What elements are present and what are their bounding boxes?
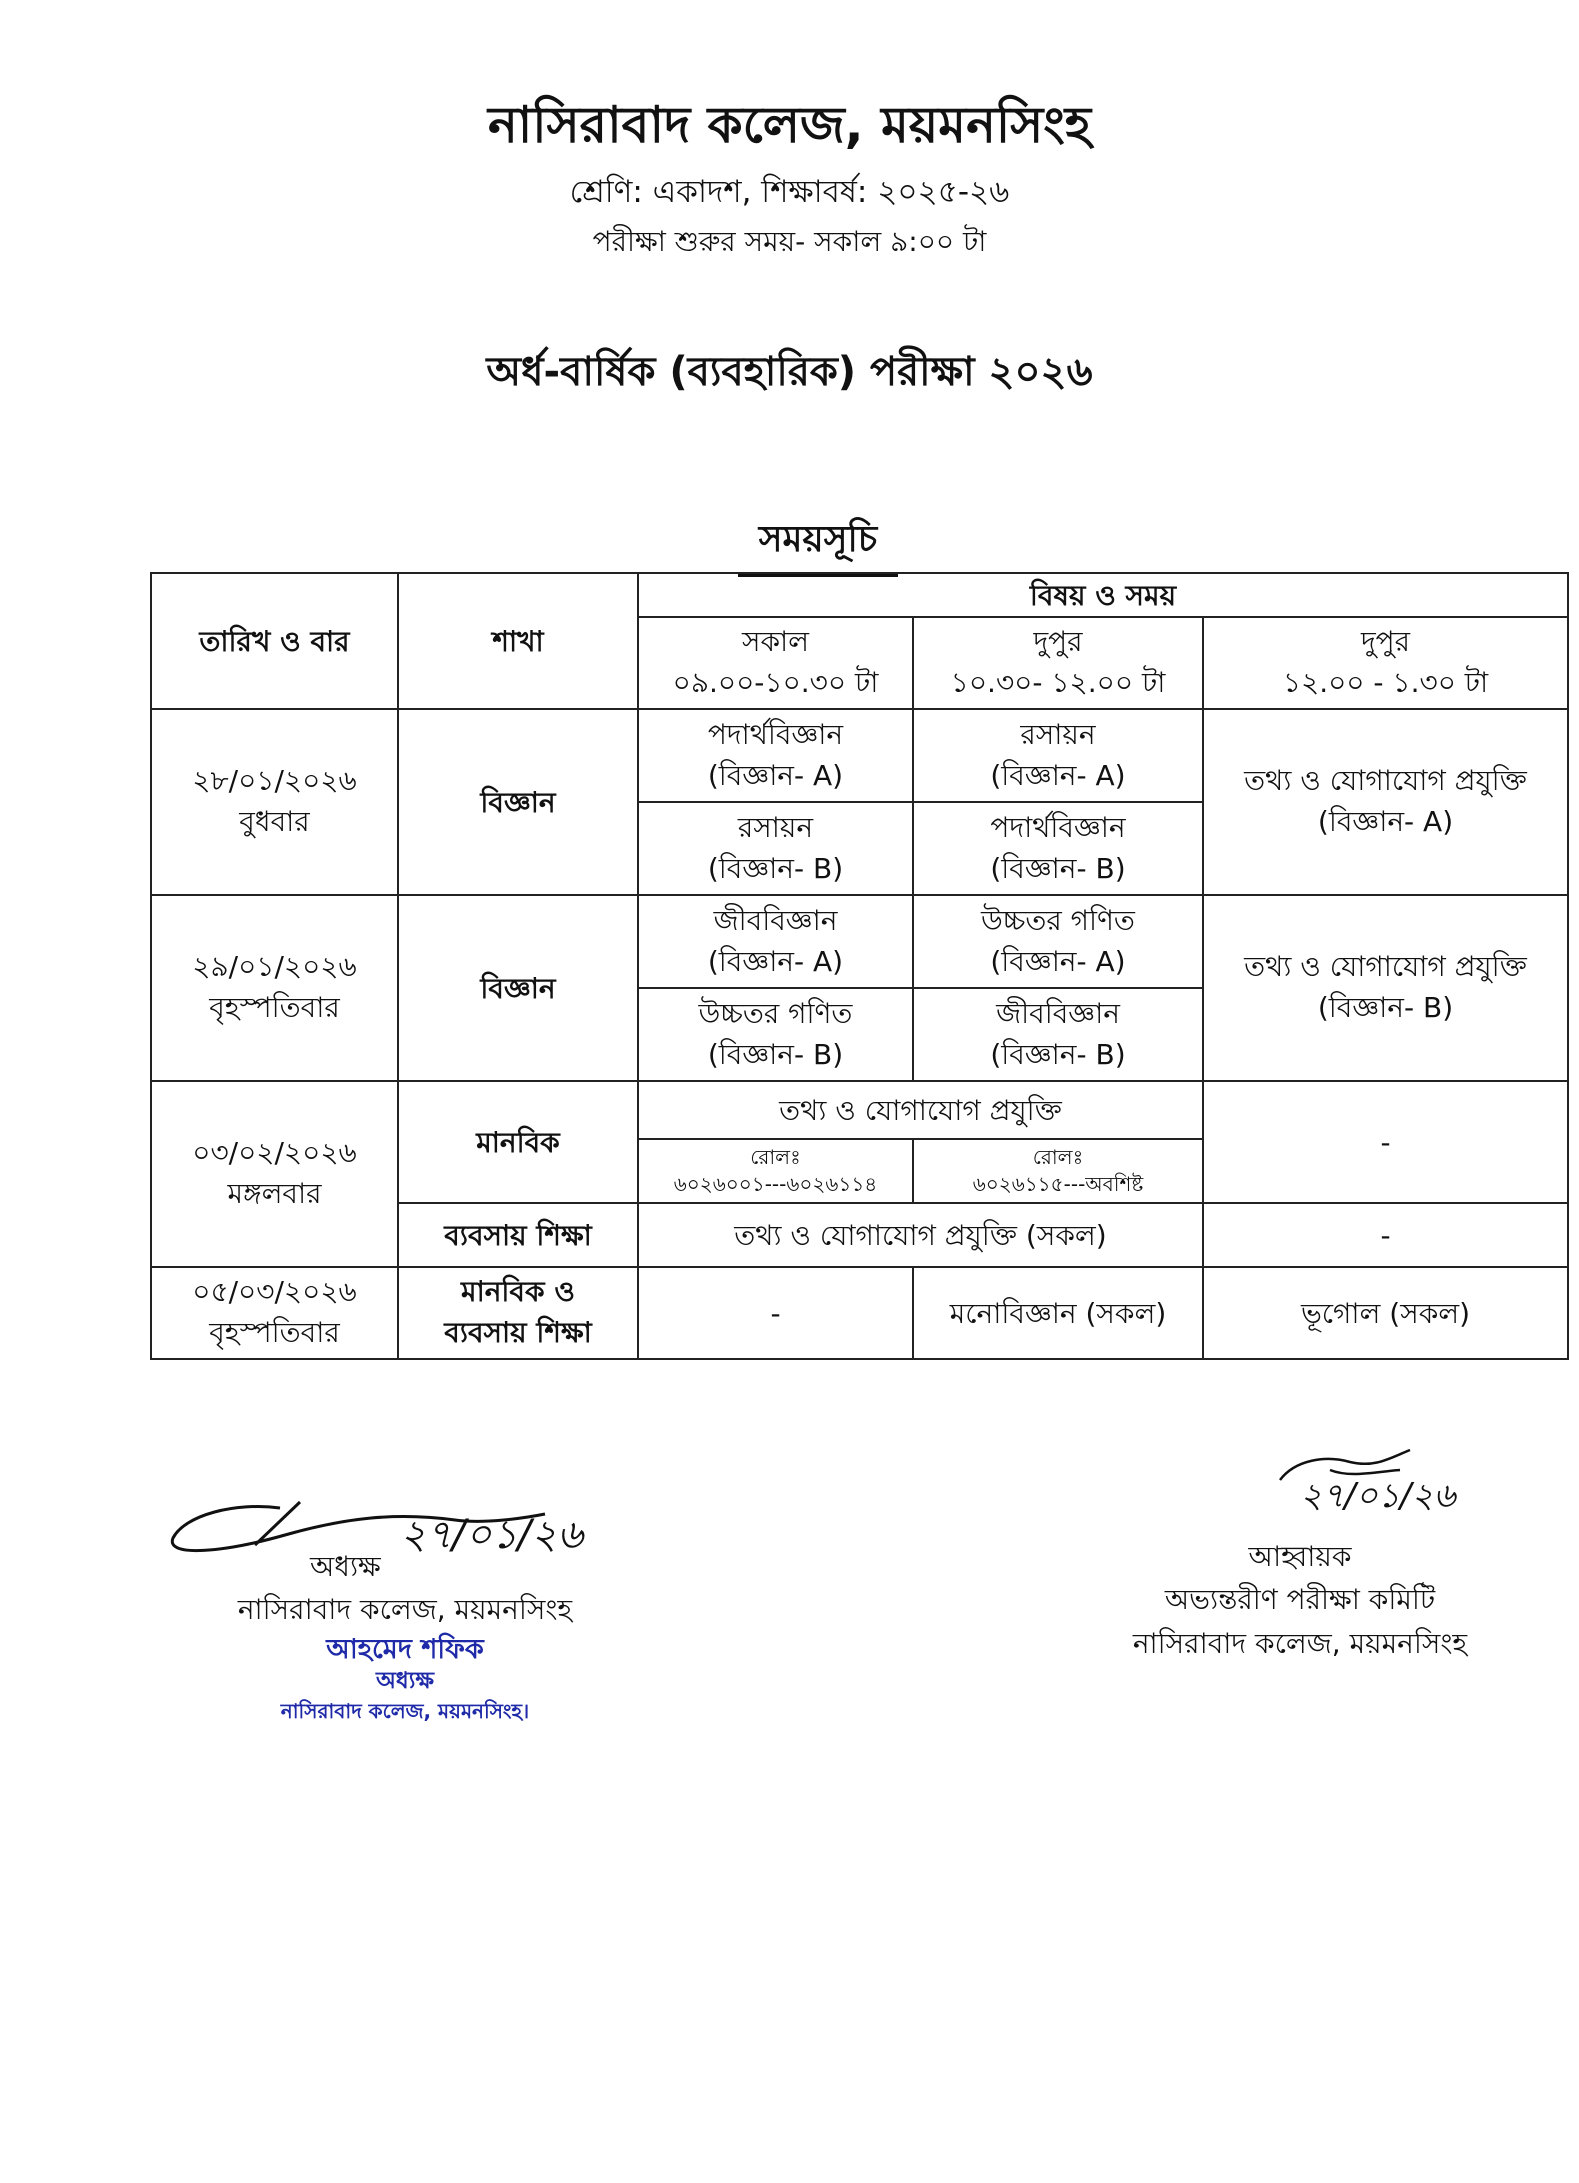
- subject-cell: [638, 802, 913, 895]
- class-session-line: শ্রেণি: একাদশ, শিক্ষাবর্ষ: ২০২৫-২৬: [569, 174, 1010, 210]
- subject-group: (বিজ্ঞান- A): [1317, 805, 1454, 838]
- roll-label: রোলঃ: [750, 1145, 801, 1169]
- branch-line: ব্যবসায় শিক্ষা: [444, 1316, 592, 1349]
- subject-group: (বিজ্ঞান- B): [990, 1037, 1126, 1071]
- convener-signature-block: [1080, 1440, 1520, 1665]
- subject-group: (বিজ্ঞান- A): [990, 758, 1126, 792]
- subject-group: (বিজ্ঞান- B): [1317, 991, 1454, 1024]
- subject-cell: [913, 802, 1203, 895]
- principal-signature-block: [165, 1500, 645, 1725]
- convener-committee: অভ্যন্তরীণ পরীক্ষা কমিটি: [1164, 1583, 1436, 1617]
- slot-1-time: ০৯.০০-১০.৩০ টা: [672, 666, 879, 699]
- subject-group: (বিজ্ঞান- B): [707, 1037, 844, 1071]
- subject-cell: [638, 988, 913, 1081]
- roll-range-cell: [913, 1139, 1203, 1203]
- exam-title: অর্ধ-বার্ষিক (ব্যবহারিক) পরীক্ষা ২০২৬: [486, 349, 1093, 395]
- stamp-college: নাসিরাবাদ কলেজ, ময়মনসিংহ।: [280, 1698, 530, 1723]
- principal-signed-date: ২৭/০১/২৬: [400, 1512, 583, 1558]
- convener-college: নাসিরাবাদ কলেজ, ময়মনসিংহ: [1132, 1626, 1468, 1660]
- subject-name: তথ্য ও যোগাযোগ প্রযুক্তি: [1244, 950, 1527, 984]
- subject-group: (বিজ্ঞান- A): [990, 944, 1126, 978]
- exam-schedule-table: [150, 572, 1569, 1360]
- subject-name: জীববিজ্ঞান: [996, 996, 1120, 1030]
- subject-name: পদার্থবিজ্ঞান: [990, 810, 1126, 844]
- slot-2-header: [913, 617, 1203, 709]
- date-cell: [151, 709, 398, 895]
- date-cell: [151, 895, 398, 1081]
- subject-name: উচ্চতর গণিত: [698, 996, 853, 1030]
- subject-cell: [913, 895, 1203, 988]
- date-cell: [151, 1081, 398, 1267]
- table-row: [151, 1267, 1568, 1359]
- subject-cell: মনোবিজ্ঞান (সকল): [913, 1267, 1203, 1359]
- exam-start-time: পরীক্ষা শুরুর সময়- সকাল ৯:০০ টা: [592, 225, 987, 258]
- branch-line: মানবিক ও: [461, 1275, 575, 1309]
- header-subject-time: বিষয় ও সময়: [638, 573, 1568, 617]
- roll-range-cell: [638, 1139, 913, 1203]
- empty-slot-cell: -: [638, 1267, 913, 1359]
- roll-range: ৬০২৬০০১---৬০২৬১১৪: [673, 1172, 878, 1196]
- slot-3-time: ১২.০০ - ১.৩০ টা: [1282, 666, 1489, 699]
- branch-cell: মানবিক: [398, 1081, 638, 1203]
- subject-group: (বিজ্ঞান- B): [707, 851, 844, 885]
- subject-name: রসায়ন: [737, 810, 814, 844]
- subject-group: (বিজ্ঞান- B): [990, 851, 1126, 885]
- empty-slot-cell: -: [1203, 1081, 1568, 1203]
- convener-signed-date: ২৭/০১/২৬: [1300, 1476, 1456, 1516]
- empty-slot-cell: -: [1203, 1203, 1568, 1267]
- stamp-name: আহমেদ শফিক: [326, 1633, 484, 1665]
- roll-range: ৬০২৬১১৫---অবশিষ্ট: [972, 1172, 1144, 1196]
- slot-2-time: ১০.৩০- ১২.০০ টা: [950, 666, 1166, 699]
- subject-cell: [638, 709, 913, 802]
- branch-cell: ব্যবসায় শিক্ষা: [398, 1203, 638, 1267]
- date: ২৯/০১/২০২৬: [192, 950, 357, 984]
- date: ০৩/০২/২০২৬: [192, 1136, 357, 1170]
- table-row: [151, 1081, 1568, 1139]
- branch-cell: বিজ্ঞান: [398, 709, 638, 895]
- slot-1-header: [638, 617, 913, 709]
- principal-college: নাসিরাবাদ কলেজ, ময়মনসিংহ: [237, 1593, 573, 1627]
- slot-3-header: [1203, 617, 1568, 709]
- weekday: বুধবার: [239, 805, 310, 838]
- college-title: নাসিরাবাদ কলেজ, ময়মনসিংহ: [487, 96, 1092, 154]
- date-cell: [151, 1267, 398, 1359]
- table-row: [151, 895, 1568, 988]
- slot-1-label: সকাল: [741, 625, 810, 659]
- subject-group: (বিজ্ঞান- A): [707, 758, 844, 792]
- branch-cell: [398, 1267, 638, 1359]
- weekday: বৃহস্পতিবার: [209, 1316, 340, 1349]
- subject-cell: ভূগোল (সকল): [1203, 1267, 1568, 1359]
- stamp-title: অধ্যক্ষ: [375, 1667, 435, 1694]
- subject-cell: [913, 709, 1203, 802]
- date: ২৮/০১/২০২৬: [192, 764, 357, 798]
- principal-title: অধ্যক্ষ: [310, 1550, 381, 1583]
- weekday: বৃহস্পতিবার: [209, 991, 340, 1024]
- subject-cell: [1203, 895, 1568, 1081]
- header-date-day: তারিখ ও বার: [151, 573, 398, 709]
- subject-cell: [1203, 709, 1568, 895]
- branch-cell: বিজ্ঞান: [398, 895, 638, 1081]
- slot-3-label: দুপুর: [1360, 625, 1411, 659]
- subject-cell: তথ্য ও যোগাযোগ প্রযুক্তি (সকল): [638, 1203, 1203, 1267]
- schedule-heading: সময়সূচি: [738, 512, 898, 577]
- subject-name: রসায়ন: [1020, 717, 1096, 751]
- weekday: মঙ্গলবার: [227, 1177, 322, 1210]
- convener-title: আহ্বায়ক: [1248, 1540, 1352, 1573]
- table-row: [151, 709, 1568, 802]
- subject-name: জীববিজ্ঞান: [713, 903, 838, 937]
- subject-cell: [913, 988, 1203, 1081]
- header-branch: শাখা: [398, 573, 638, 709]
- date: ০৫/০৩/২০২৬: [192, 1275, 357, 1309]
- roll-label: রোলঃ: [1032, 1145, 1084, 1169]
- slot-2-label: দুপুর: [1033, 625, 1083, 659]
- subject-name: পদার্থবিজ্ঞান: [707, 717, 844, 751]
- subject-name: তথ্য ও যোগাযোগ প্রযুক্তি: [1244, 764, 1527, 798]
- subject-cell: [638, 895, 913, 988]
- subject-name: উচ্চতর গণিত: [981, 903, 1135, 937]
- subject-cell: তথ্য ও যোগাযোগ প্রযুক্তি: [638, 1081, 1203, 1139]
- subject-group: (বিজ্ঞান- A): [707, 944, 844, 978]
